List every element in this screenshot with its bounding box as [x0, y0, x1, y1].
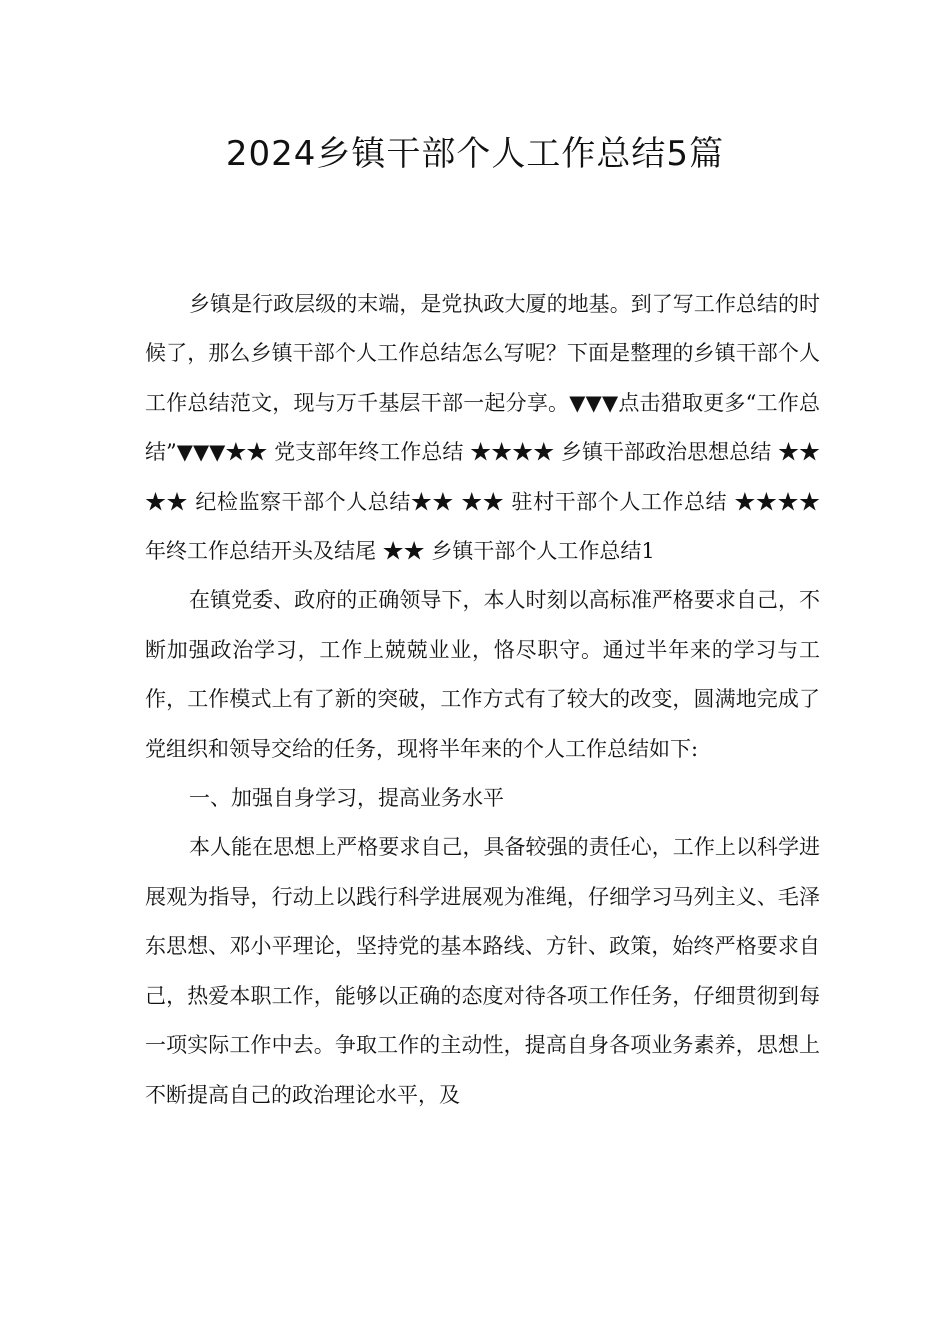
- document-title: 2024乡镇干部个人工作总结5篇: [225, 134, 725, 174]
- paragraph-section-1: 本人能在思想上严格要求自己，具备较强的责任心，工作上以科学进展观为指导，行动上以践行科学进展观为准绳，仔细学习马列主义、毛泽东思想、邓小平理论，坚持党的基本路线、方针、政策，始终严格要求自己，热爱本职工作，能够以正确的态度对待各项工作任务，仔细贯彻到每一项实际工作中去。争取工作的主动性，提高自身各项业务素养，思想上不断提高自己的政治理论水平，及: [145, 835, 820, 1107]
- document-body: [145, 280, 820, 1120]
- section-heading-1: 一、加强自身学习，提高业务水平: [189, 786, 504, 811]
- paragraph-overview: 在镇党委、政府的正确领导下，本人时刻以高标准严格要求自己，不断加强政治学习，工作上兢兢业业，恪尽职守。通过半年来的学习与工作，工作模式上有了新的突破，工作方式有了较大的改变，圆满地完成了党组织和领导交给的任务，现将半年来的个人工作总结如下:: [145, 588, 820, 761]
- paragraph-intro: 乡镇是行政层级的末端，是党执政大厦的地基。到了写工作总结的时候了，那么乡镇干部个人工作总结怎么写呢？下面是整理的乡镇干部个人工作总结范文，现与万千基层干部一起分享。▼▼▼点击猎取更多“工作总结”▼▼▼★★ 党支部年终工作总结 ★★★★ 乡镇干部政治思想总结 ★★ ★★ 纪检监察干部个人总结★★ ★★ 驻村干部个人工作总结 ★★★★ 年终工作总结开头及结尾 ★★ 乡镇干部个人工作总结1: [145, 292, 820, 564]
